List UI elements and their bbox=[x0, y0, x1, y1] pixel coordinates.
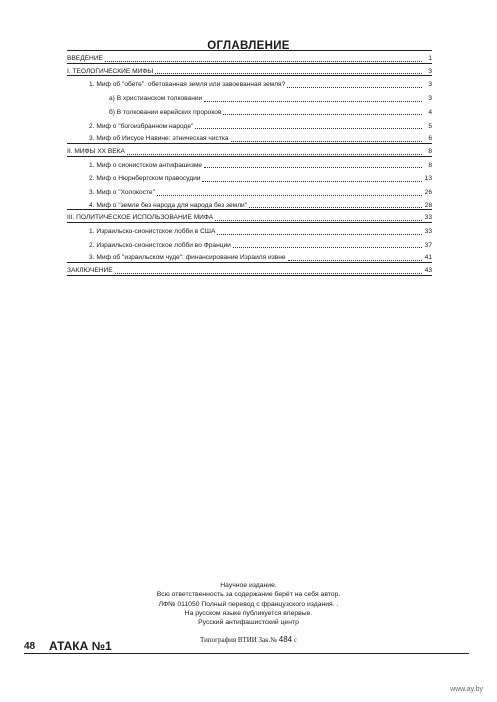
imprint-line: На русском языке публикуется впервые. bbox=[184, 609, 313, 617]
toc-entry-label: 4. Миф о "земле без народа для народа без земли" bbox=[89, 201, 248, 209]
dot-leader bbox=[157, 194, 422, 196]
toc-entry-label: I. ТЕОЛОГИЧЕСКИЕ МИФЫ bbox=[67, 67, 154, 75]
toc-entry-label: ВВЕДЕНИЕ bbox=[67, 55, 103, 63]
dot-leader bbox=[287, 86, 422, 88]
toc-entry bbox=[67, 210, 432, 223]
imprint-line: Русский антифашистский центр bbox=[198, 619, 299, 627]
toc-entry-page: 3 bbox=[428, 95, 432, 103]
toc-entry-label: 1. Миф об "обете": обетованная земля или завоеванная земля? bbox=[89, 81, 286, 89]
toc-entry-label: 3. Миф об "израильском чуде": финансирование Израиля извне bbox=[89, 254, 286, 262]
toc-entry-page: 8 bbox=[428, 161, 432, 169]
toc-entry bbox=[67, 198, 432, 211]
dot-leader bbox=[231, 140, 422, 142]
toc-entry-page: 1 bbox=[428, 55, 432, 63]
toc-entry-label: ЗАКЛЮЧЕНИЕ bbox=[67, 267, 113, 275]
toc-entry-label: а) В христианском толковании bbox=[109, 95, 203, 103]
toc-entry bbox=[67, 144, 432, 157]
order-suffix: с bbox=[293, 636, 297, 644]
imprint-line: ЛФ№ 011050 Полный перевод с французского издания. . bbox=[158, 600, 339, 608]
toc-entry bbox=[67, 170, 432, 184]
dot-leader bbox=[204, 166, 422, 168]
dot-leader bbox=[233, 246, 422, 248]
toc-entry-page: 33 bbox=[424, 214, 432, 222]
footer-rule bbox=[24, 653, 469, 654]
toc-entry bbox=[67, 64, 432, 77]
dot-leader bbox=[105, 60, 422, 62]
dot-leader bbox=[195, 127, 422, 129]
dot-leader bbox=[288, 259, 422, 261]
toc-entry-label: 2. Миф о Нюрнбергском правосудии bbox=[89, 175, 201, 183]
issue-title: АТАКА №1 bbox=[49, 639, 112, 653]
toc-entry-label: б) В толковании еврейских пророков bbox=[109, 108, 222, 116]
toc-entry-page: 26 bbox=[424, 188, 432, 196]
toc-entry-page: 6 bbox=[428, 135, 432, 143]
toc-entry-label: 3. Миф об Иисусе Навине: этническая чистка bbox=[89, 135, 229, 143]
dot-leader bbox=[217, 233, 422, 235]
dot-leader bbox=[204, 100, 422, 102]
toc-entry bbox=[67, 157, 432, 171]
toc-entry bbox=[67, 184, 432, 198]
toc-entry-page: 4 bbox=[428, 108, 432, 116]
toc-entry-label: 2. Миф о "богоизбранном народе" bbox=[89, 122, 194, 130]
toc-entry-page: 28 bbox=[424, 201, 432, 209]
printer-text: Типография ВТИИ Зак.№ bbox=[200, 636, 277, 644]
table-of-contents bbox=[67, 50, 432, 276]
toc-entry-label: 1. Израильско-сионистское лобби в США bbox=[89, 228, 216, 236]
dot-leader bbox=[202, 180, 422, 182]
toc-entry-page: 33 bbox=[424, 228, 432, 236]
imprint-line: Научное издание. bbox=[220, 582, 277, 589]
toc-entry bbox=[67, 76, 432, 90]
toc-entry bbox=[67, 104, 432, 118]
toc-entry bbox=[67, 131, 432, 144]
toc-entry bbox=[67, 51, 432, 64]
dot-leader bbox=[115, 272, 422, 274]
dot-leader bbox=[249, 206, 422, 208]
imprint-block bbox=[0, 581, 497, 627]
toc-entry-page: 43 bbox=[424, 267, 432, 275]
dot-leader bbox=[127, 153, 422, 155]
toc-entry bbox=[67, 263, 432, 276]
toc-entry-page: 8 bbox=[428, 147, 432, 155]
toc-entry-page: 41 bbox=[424, 254, 432, 262]
toc-title: ОГЛАВЛЕНИЕ bbox=[207, 40, 290, 52]
toc-entry bbox=[67, 117, 432, 131]
dot-leader bbox=[155, 72, 422, 74]
toc-entry-page: 3 bbox=[428, 67, 432, 75]
toc-entry bbox=[67, 237, 432, 251]
toc-entry-page: 3 bbox=[428, 81, 432, 89]
toc-entry bbox=[67, 250, 432, 263]
imprint-line: Всю ответственность за содержание берёт на себя автор. bbox=[156, 591, 341, 599]
toc-entry-page: 13 bbox=[424, 175, 432, 183]
page-number: 48 bbox=[24, 641, 36, 652]
dot-leader bbox=[223, 113, 422, 115]
toc-entry-page: 5 bbox=[428, 122, 432, 130]
toc-entry bbox=[67, 90, 432, 104]
toc-entry-label: 1. Миф о сионистском антифашизме bbox=[89, 161, 203, 169]
toc-entry-label: II. МИФЫ ХХ ВЕКА bbox=[67, 147, 125, 155]
watermark: www.ay.by bbox=[450, 686, 483, 693]
toc-entry-label: III. ПОЛИТИЧЕСКОЕ ИСПОЛЬЗОВАНИЕ МИФА bbox=[67, 214, 214, 222]
toc-entry-label: 3. Миф о "Холокосте" bbox=[89, 188, 155, 196]
toc-entry bbox=[67, 223, 432, 237]
order-number: 484 bbox=[278, 635, 293, 644]
toc-entry-page: 37 bbox=[424, 241, 432, 249]
dot-leader bbox=[215, 219, 422, 221]
toc-entry-label: 2. Израильско-сионистское лобби во Франции bbox=[89, 241, 231, 249]
